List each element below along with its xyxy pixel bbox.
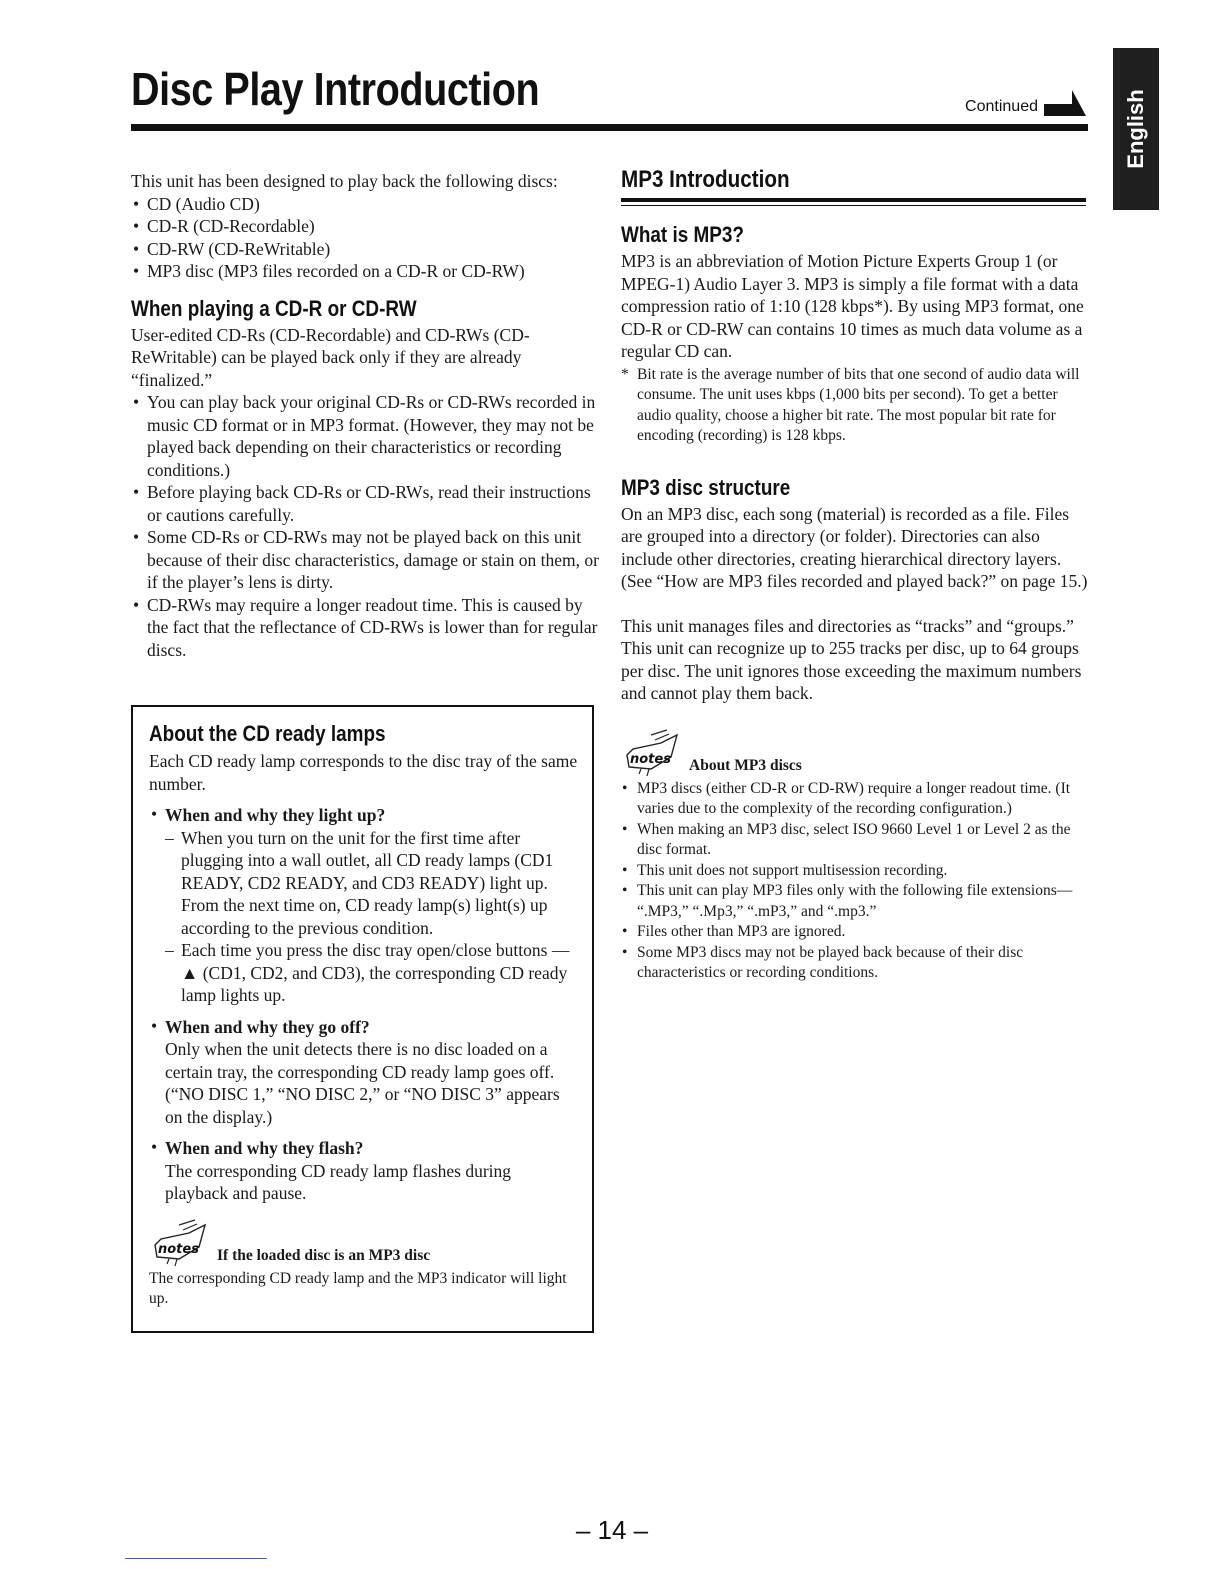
note-title: If the loaded disc is an MP3 disc <box>217 1246 431 1264</box>
structure-para-1: On an MP3 disc, each song (material) is recorded as a file. Files are grouped into a directory (or folder). Directories can also include other directories, creating hierarchical directory layers. (See “How are MP3 files recorded and played back?” on page 15.) <box>621 503 1088 591</box>
notes-icon <box>149 1219 211 1267</box>
list-item: • CD-RW (CD-ReWritable) <box>131 238 601 261</box>
question-go-off: • When and why they go off? <box>165 1016 370 1037</box>
list-item: – When you turn on the unit for the first time after plugging into a wall outlet, all CD ready lamps (CD1 READY, CD2 READY, and CD3 READY) light up. From the next time on, CD ready lamp(s) light(s) up according to the previous condition. <box>165 827 578 940</box>
cdr-bullets <box>131 391 601 661</box>
disc-structure-heading: MP3 disc structure <box>621 474 791 500</box>
question-light-up: • When and why they light up? <box>165 805 386 825</box>
cdr-heading: When playing a CD-R or CD-RW <box>131 295 417 321</box>
cdr-lead: User-edited CD-Rs (CD-Recordable) and CD-RWs (CD-ReWritable) can be played back only if they are already “finalized.” <box>131 324 530 390</box>
cd-ready-lamps-box <box>131 705 594 1333</box>
footer-line <box>125 1558 267 1559</box>
list-item: – Each time you press the disc tray open/close buttons —▲ (CD1, CD2, and CD3), the corresponding CD ready lamp lights up. <box>165 939 578 1007</box>
lamps-lead: Each CD ready lamp corresponds to the disc tray of the same number. <box>149 751 578 794</box>
footnote-text: Bit rate is the average number of bits that one second of audio data will consume. The unit uses kbps (1,000 bits per second). To get a better audio quality, choose a higher bit rate. The most popular bit rate for encoding (recording) is 128 kbps. <box>637 365 1080 444</box>
list-item: • This unit does not support multisession recording. <box>621 861 1089 882</box>
list-item: • This unit can play MP3 files only with the following file extensions— “.MP3,” “.Mp3,” “.mP3,” and “.mp3.” <box>621 881 1089 922</box>
list-item: • You can play back your original CD-Rs or CD-RWs recorded in music CD format or in MP3 format. (However, they may not be played back depending on their characteristics or recording conditions.) <box>131 391 601 481</box>
section-rule <box>621 198 1086 206</box>
list-item: • Some MP3 discs may not be played back because of their disc characteristics or recording conditions. <box>621 943 1089 984</box>
question-flash: • When and why they flash? <box>165 1138 364 1158</box>
answer-flash: The corresponding CD ready lamp flashes during playback and pause. <box>165 1160 512 1203</box>
left-column <box>131 170 601 661</box>
what-is-mp3-heading: What is MP3? <box>621 222 744 247</box>
page-number: – 14 – <box>575 1515 649 1545</box>
continued-indicator <box>965 90 1086 116</box>
right-column <box>621 166 1089 984</box>
answer-go-off: Only when the unit detects there is no disc loaded on a certain tray, the corresponding CD ready lamp goes off. (“NO DISC 1,” “NO DISC 2,” or “NO DISC 3” appears on the display.) <box>165 1039 560 1127</box>
list-item <box>149 1137 578 1205</box>
bitrate-footnote <box>621 365 1089 447</box>
continued-arrow-icon <box>1044 90 1086 116</box>
notes-icon <box>621 729 683 777</box>
list-item: • Before playing back CD-Rs or CD-RWs, read their instructions or cautions carefully. <box>131 481 601 526</box>
list-item: • MP3 discs (either CD-R or CD-RW) require a longer readout time. (It varies due to the complexity of the recording configuration.) <box>621 779 1089 820</box>
list-item: • MP3 disc (MP3 files recorded on a CD-R or CD-RW) <box>131 260 601 283</box>
lamps-note <box>149 1219 578 1267</box>
light-up-items <box>165 827 578 1007</box>
structure-para-2: This unit manages files and directories as “tracks” and “groups.” This unit can recognize up to 255 tracks per disc, up to 64 groups per disc. The unit ignores those exceeding the maximum numbers and cannot play them back. <box>621 615 1082 703</box>
intro-lead: This unit has been designed to play back the following discs: <box>131 171 558 191</box>
language-tab <box>1113 48 1159 210</box>
continued-label: Continued <box>965 98 1038 115</box>
title-rule <box>131 124 1088 131</box>
list-item <box>149 1016 578 1129</box>
mp3-intro-heading: MP3 Introduction <box>621 166 790 193</box>
lamps-questions <box>149 804 578 1205</box>
lamps-heading: About the CD ready lamps <box>149 721 386 746</box>
list-item: • CD-RWs may require a longer readout time. This is caused by the fact that the reflectance of CD-RWs is lower than for regular discs. <box>131 594 601 662</box>
mp3-notes <box>621 729 1089 777</box>
list-item <box>149 804 578 1007</box>
mp3-notes-list <box>621 779 1089 984</box>
list-item: • When making an MP3 disc, select ISO 9660 Level 1 or Level 2 as the disc format. <box>621 820 1089 861</box>
note-text: The corresponding CD ready lamp and the MP3 indicator will light up. <box>149 1269 567 1307</box>
page-title: Disc Play Introduction <box>131 63 540 115</box>
what-is-mp3-text: MP3 is an abbreviation of Motion Picture Experts Group 1 (or MPEG-1) Audio Layer 3. MP3 is simply a file format with a data compression ratio of 1:10 (128 kbps*). By using MP3 format, one CD-R or CD-RW can contains 10 times as much data volume as a regular CD can. <box>621 251 1084 361</box>
list-item: • Files other than MP3 are ignored. <box>621 922 1089 943</box>
list-item: • Some CD-Rs or CD-RWs may not be played back on this unit because of their disc characteristics, damage or stain on them, or if the player’s lens is dirty. <box>131 526 601 594</box>
mp3-notes-title: About MP3 discs <box>689 756 802 774</box>
list-item: • CD (Audio CD) <box>131 193 601 216</box>
notes-icon-label: notes <box>630 751 671 767</box>
disc-list <box>131 193 601 283</box>
notes-icon-label: notes <box>158 1241 199 1257</box>
list-item: • CD-R (CD-Recordable) <box>131 215 601 238</box>
language-tab-label: English <box>1123 89 1148 169</box>
footnote-mark: * <box>621 365 629 383</box>
